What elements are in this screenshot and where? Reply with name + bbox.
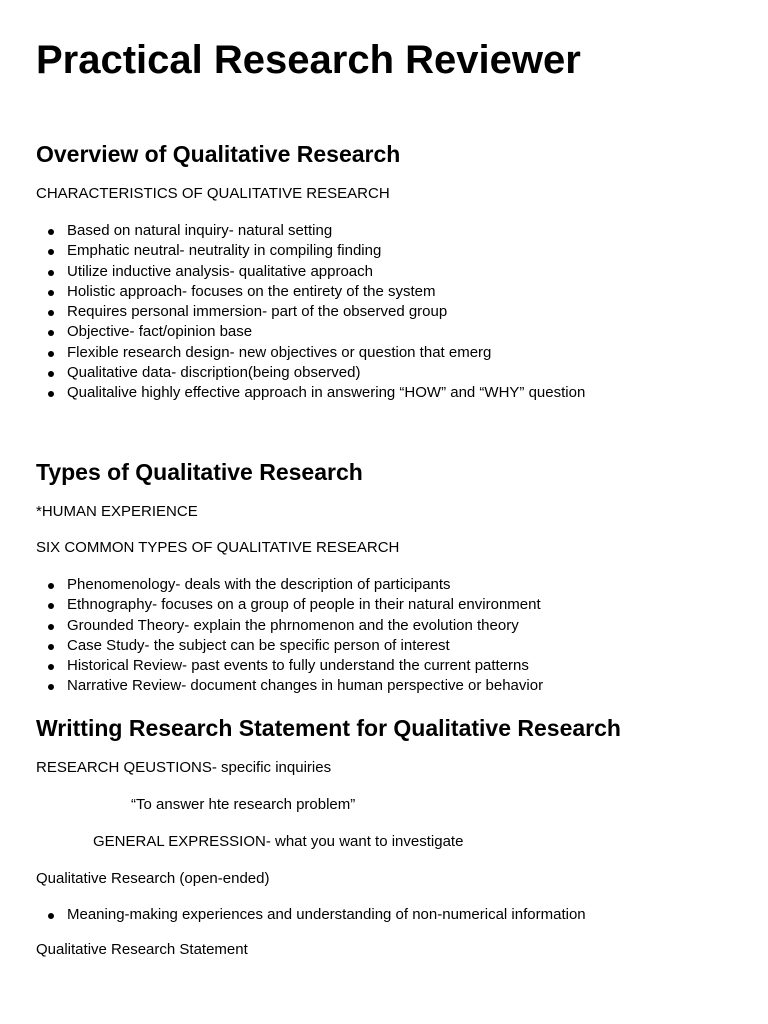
list-item: Qualitative data- discription(being observed)	[36, 363, 585, 383]
bullet-icon	[48, 624, 54, 630]
bullet-icon	[48, 371, 54, 377]
bullet-icon	[48, 684, 54, 690]
bullet-icon	[48, 249, 54, 255]
list-item: Based on natural inquiry- natural setting	[36, 221, 585, 241]
bullet-icon	[48, 290, 54, 296]
bullet-icon	[48, 351, 54, 357]
characteristics-subheading: CHARACTERISTICS OF QUALITATIVE RESEARCH	[36, 185, 390, 202]
list-item: Ethnography- focuses on a group of people in their natural environment	[36, 595, 543, 615]
bullet-icon	[48, 913, 54, 919]
page-title: Practical Research Reviewer	[36, 38, 581, 82]
research-statement-line: Qualitative Research Statement	[36, 941, 248, 958]
bullet-icon	[48, 644, 54, 650]
list-item: Case Study- the subject can be specific person of interest	[36, 636, 543, 656]
list-item: Flexible research design- new objectives or question that emerg	[36, 343, 585, 363]
bullet-icon	[48, 310, 54, 316]
bullet-icon	[48, 603, 54, 609]
general-expression-line: GENERAL EXPRESSION- what you want to investigate	[93, 833, 464, 850]
section-heading-types: Types of Qualitative Research	[36, 459, 363, 485]
human-experience-note: *HUMAN EXPERIENCE	[36, 503, 198, 520]
section-heading-research-statement: Writting Research Statement for Qualitative Research	[36, 715, 621, 741]
list-item: Grounded Theory- explain the phrnomenon and the evolution theory	[36, 616, 543, 636]
bullet-icon	[48, 583, 54, 589]
bullet-icon	[48, 229, 54, 235]
research-questions-line: RESEARCH QEUSTIONS- specific inquiries	[36, 759, 332, 776]
characteristics-list	[36, 221, 585, 404]
bullet-icon	[48, 270, 54, 276]
open-ended-line: Qualitative Research (open-ended)	[36, 870, 270, 887]
bullet-icon	[48, 330, 54, 336]
list-item: Meaning-making experiences and understanding of non-numerical information	[36, 905, 586, 925]
list-item: Holistic approach- focuses on the entirety of the system	[36, 282, 585, 302]
list-item: Qualitalive highly effective approach in answering “HOW” and “WHY” question	[36, 383, 585, 403]
list-item: Emphatic neutral- neutrality in compiling finding	[36, 241, 585, 261]
section-heading-overview: Overview of Qualitative Research	[36, 141, 401, 167]
list-item: Historical Review- past events to fully understand the current patterns	[36, 656, 543, 676]
list-item: Narrative Review- document changes in human perspective or behavior	[36, 676, 543, 696]
list-item: Requires personal immersion- part of the observed group	[36, 302, 585, 322]
types-list	[36, 575, 543, 697]
list-item: Utilize inductive analysis- qualitative approach	[36, 262, 585, 282]
bullet-icon	[48, 664, 54, 670]
six-types-subheading: SIX COMMON TYPES OF QUALITATIVE RESEARCH	[36, 539, 400, 556]
meaning-making-list	[36, 905, 586, 925]
list-item: Phenomenology- deals with the description of participants	[36, 575, 543, 595]
list-item: Objective- fact/opinion base	[36, 322, 585, 342]
bullet-icon	[48, 391, 54, 397]
research-problem-quote: “To answer hte research problem”	[131, 796, 356, 813]
